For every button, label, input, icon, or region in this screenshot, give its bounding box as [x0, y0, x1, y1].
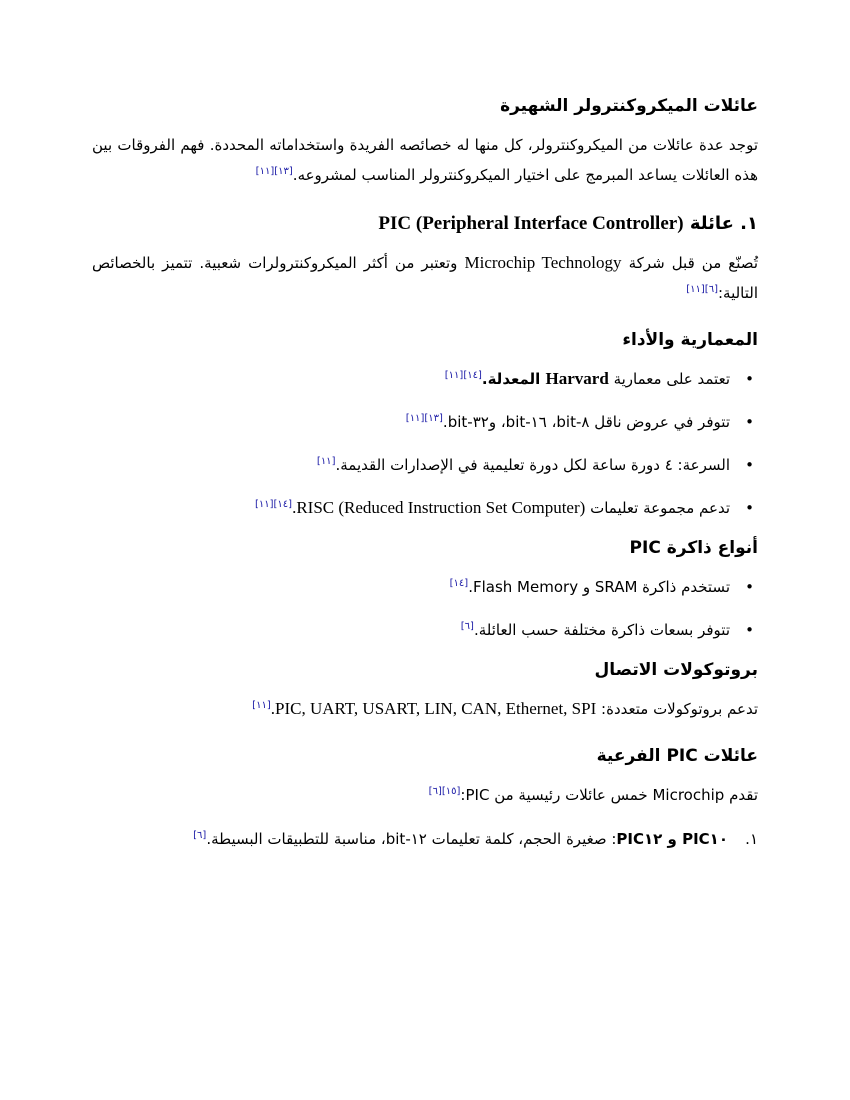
list-item-text: تتوفر بسعات ذاكرة مختلفة حسب العائلة. — [473, 621, 730, 639]
list-item-text: : صغيرة الحجم، كلمة تعليمات ١٢-bit، مناسبة للتطبيقات البسيطة. — [206, 830, 617, 848]
list-item-bold: PIC١٠ و PIC١٢ — [616, 830, 728, 848]
list-item — [92, 572, 730, 602]
section-pic-number: ١. عائلة — [689, 213, 758, 234]
intro-text: توجد عدة عائلات من الميكروكنترولر، كل منها له خصائصه الفريدة واستخداماته المحددة. فهم الفروقات بين هذه العائلات يساعد المبرمج على اختيار الميكروكنترولر المناسب لمشروعه. — [92, 136, 758, 184]
list-number: ١. — [745, 830, 758, 848]
citation[interactable]: [٦] — [460, 621, 474, 632]
memory-list — [92, 572, 758, 645]
citation[interactable]: [١٣][١١] — [405, 413, 443, 424]
intro-paragraph — [92, 130, 758, 190]
memory-title: أنواع ذاكرة PIC — [629, 538, 758, 558]
subfamilies-text: تقدم Microchip خمس عائلات رئيسية من PIC: — [460, 786, 758, 804]
section-pic-title-en: PIC (Peripheral Interface Controller) — [378, 213, 684, 234]
list-item — [92, 407, 730, 437]
arch-title: المعمارية والأداء — [622, 330, 758, 350]
list-item — [92, 824, 758, 854]
protocols-text: تدعم بروتوكولات متعددة: — [601, 700, 758, 718]
list-item-text: تتوفر في عروض ناقل ٨-bit، ١٦-bit، و٣٢-bit. — [442, 413, 730, 431]
list-item — [92, 364, 730, 394]
citation[interactable]: [١١] — [316, 456, 336, 467]
citation[interactable]: [١١] — [252, 700, 271, 711]
citation[interactable]: [١٤] — [449, 578, 469, 589]
list-item-text: تعتمد على معمارية — [613, 370, 730, 388]
protocols-paragraph — [92, 694, 758, 724]
harvard-term: Harvard — [545, 369, 609, 388]
intro-citation[interactable]: [١٣][١١] — [255, 166, 293, 177]
protocols-list: PIC, UART, USART, LIN, CAN, Ethernet, SPI. — [270, 699, 597, 718]
protocols-title: بروتوكولات الاتصال — [594, 660, 758, 680]
section-pic-title — [92, 212, 758, 236]
main-title: عائلات الميكروكنترولر الشهيرة — [500, 96, 758, 116]
citation[interactable]: [١٤][١١] — [254, 499, 293, 510]
list-item-text: تدعم مجموعة تعليمات — [590, 499, 730, 517]
list-item — [92, 615, 730, 645]
subfamilies-list — [92, 824, 758, 854]
subfamilies-title: عائلات PIC الفرعية — [596, 746, 758, 766]
section-pic-text-a: تُصنّع من قبل شركة — [628, 254, 758, 272]
citation[interactable]: [١٤][١١] — [444, 370, 482, 381]
risc-term: RISC (Reduced Instruction Set Computer). — [292, 498, 586, 517]
list-item-text: تستخدم ذاكرة SRAM و Flash Memory. — [468, 578, 730, 596]
list-item — [92, 493, 730, 523]
list-item-text: السرعة: ٤ دورة ساعة لكل دورة تعليمية في الإصدارات القديمة. — [335, 456, 730, 474]
list-item — [92, 450, 730, 480]
subfamilies-paragraph — [92, 780, 758, 810]
citation[interactable]: [١٥][٦] — [428, 786, 461, 797]
section-pic-paragraph — [92, 248, 758, 308]
arch-list — [92, 364, 758, 523]
list-item-text-b: المعدلة. — [481, 370, 541, 388]
company-name: Microchip Technology — [464, 253, 622, 272]
citation[interactable]: [٦] — [193, 830, 207, 841]
section-pic-text-b: وتعتبر من أكثر الميكروكنترولرات شعبية. تتميز بالخصائص التالية: — [92, 254, 758, 302]
section-pic-citation[interactable]: [٦][١١] — [686, 284, 718, 295]
list-item-bold — [482, 370, 609, 388]
